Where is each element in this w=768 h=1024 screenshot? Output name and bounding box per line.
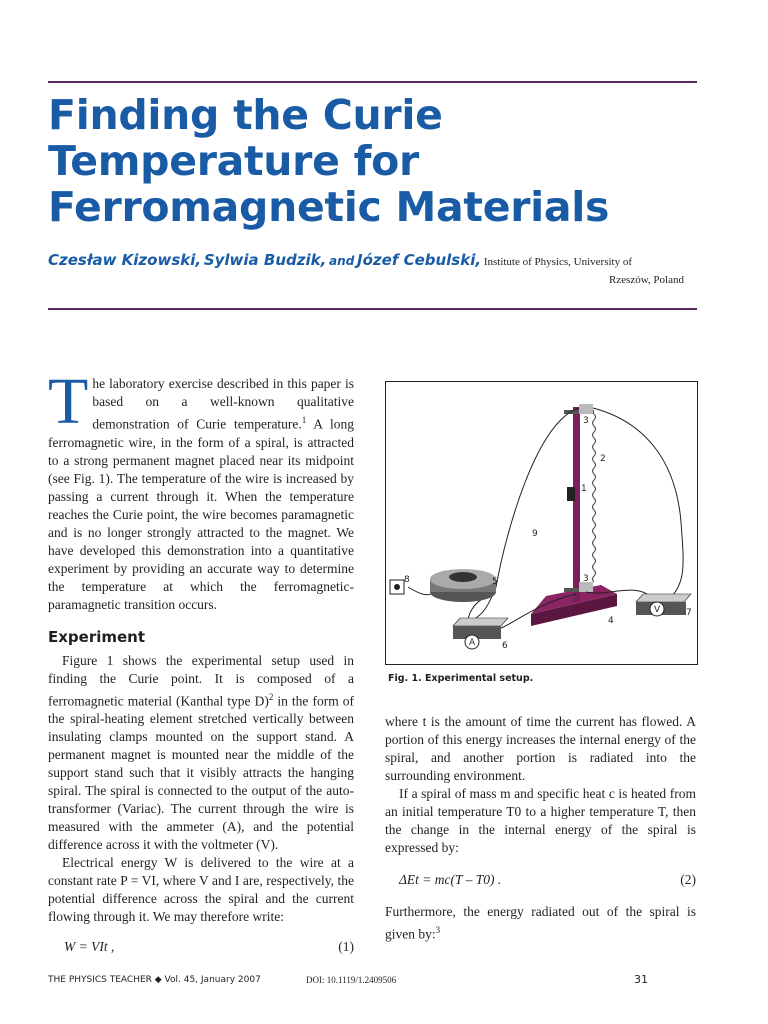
- right-paragraph-2: If a spiral of mass m and specific heat c is heated from an initial temperature T0 to a higher temperature T, then the change in the internal energy of the spiral is expressed by:: [385, 786, 696, 855]
- author-1: Czesław Kizowski,: [48, 251, 202, 269]
- footer-doi: DOI: 10.1119/1.2409506: [306, 975, 397, 985]
- author-rule: [48, 308, 697, 310]
- figure-1: [385, 381, 698, 665]
- author-and: and: [329, 254, 355, 268]
- label-9: 9: [532, 529, 538, 539]
- label-7: 7: [686, 608, 692, 618]
- page-number: 31: [634, 973, 648, 986]
- equation-2: ΔEt = mc(T – T0) . (2): [399, 872, 696, 887]
- variac-knob: [449, 572, 477, 582]
- experimental-setup-diagram: [386, 382, 697, 664]
- label-voltmeter-V: V: [654, 605, 661, 615]
- wire-top-to-voltmeter: [593, 408, 683, 597]
- left-column: [48, 365, 355, 956]
- label-ammeter-A: A: [469, 638, 476, 648]
- insulating-clamp-top: [579, 404, 593, 414]
- affiliation-line-1: Institute of Physics, University of: [483, 256, 632, 268]
- voltmeter-top: [636, 594, 691, 602]
- author-3: Józef Cebulski,: [357, 251, 482, 269]
- equation-1: W = VIt , (1): [64, 939, 354, 954]
- label-3-top: 3: [583, 416, 589, 426]
- author-2: Sylwia Budzik,: [203, 251, 327, 269]
- section-heading-experiment: Experiment: [48, 627, 146, 646]
- label-1: 1: [581, 484, 587, 494]
- label-5: 5: [492, 577, 498, 587]
- permanent-magnet: [567, 487, 575, 501]
- author-line: [48, 252, 688, 271]
- label-6: 6: [502, 641, 508, 651]
- drop-cap: T: [48, 365, 89, 438]
- label-8: 8: [404, 575, 410, 585]
- top-rule: [48, 81, 697, 83]
- intro-paragraph: The laboratory exercise described in this paper is based on a well-known qualitative demonstration of Curie temperature.$^1$ A long ferromagnetic wire, in the form of a spiral, is attracted to a strong permanent magnet placed near its midpoint (see Fig. 1). The temperature of the wire is increased by passing a current through it. When the temperature reaches the Curie point, the wire becomes paramagnetic and is no longer strongly attracted to the magnet. We have developed this demonstration into a quantitative experiment by providing an accurate way to determine the temperature at which the ferromagnetic-paramagnetic transition occurs.: [48, 365, 354, 612]
- label-2: 2: [600, 454, 606, 464]
- experiment-paragraph-2: Electrical energy W is delivered to the wire at a constant rate P = VI, where V and I are, respectively, the potential difference across the spiral and the current flowing through it. We may therefore write:: [48, 855, 354, 924]
- right-paragraph-3: Furthermore, the energy radiated out of the spiral is given by:$^3$: [385, 904, 696, 942]
- support-rod: [573, 407, 580, 602]
- ferromagnetic-spiral: [593, 414, 596, 582]
- affiliation-line-2: Rzeszów, Poland: [608, 274, 684, 286]
- right-paragraph-1: where t is the amount of time the current has flowed. A portion of this energy increases the internal energy of the spiral, and another portion is radiated into the surrounding environment.: [385, 714, 696, 783]
- figure-caption: Fig. 1. Experimental setup.: [388, 673, 534, 684]
- label-3-bottom: 3: [583, 574, 589, 584]
- article-title: Finding the Curie Temperature for Ferromagnetic Materials: [48, 91, 610, 231]
- label-4: 4: [608, 616, 614, 626]
- ammeter-top: [453, 618, 508, 626]
- right-column: [385, 713, 696, 944]
- experiment-paragraph-1: Figure 1 shows the experimental setup used in finding the Curie point. It is composed of a ferromagnetic material (Kanthal type D)$^2$ in the form of the spiral-heating element stretched vertically between insulating clamps mounted on the support stand. A permanent magnet is mounted near the middle of the support stand such that it visibly attracts the hanging spiral. The spiral is connected to the output of the auto-transformer (Variac). The current through the wire is measured with the ammeter (A), and the potential difference across it with the voltmeter (V).: [48, 652, 355, 852]
- footer-journal: THE PHYSICS TEACHER ◆ Vol. 45, January 2007: [48, 975, 261, 985]
